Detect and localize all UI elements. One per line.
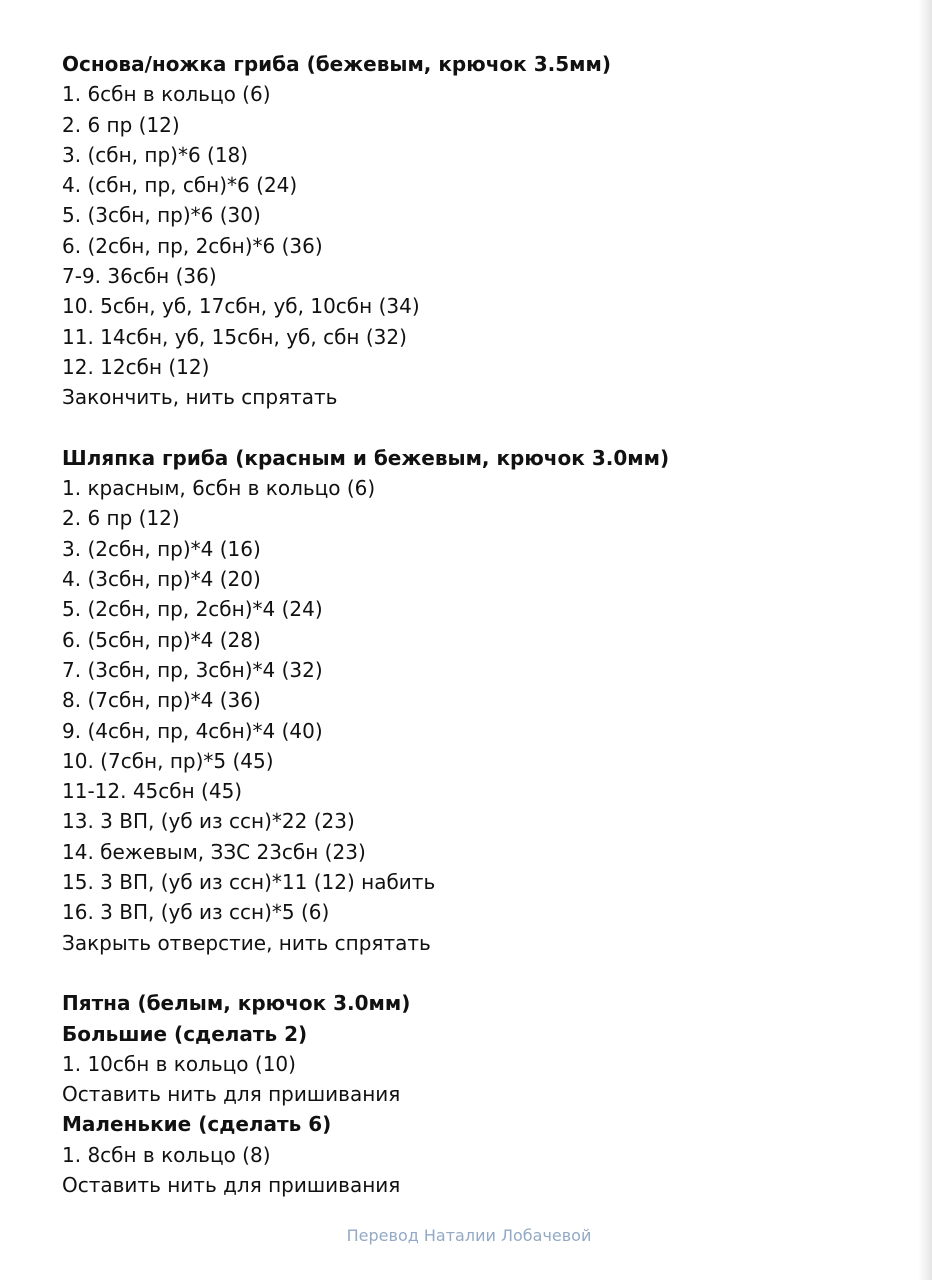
pattern-row: 7-9. 36сбн (36) xyxy=(62,264,217,289)
pattern-row: 3. (сбн, пр)*6 (18) xyxy=(62,142,249,167)
pattern-row: 10. (7сбн, пр)*5 (45) xyxy=(62,748,274,773)
pattern-row: Оставить нить для пришивания xyxy=(62,1082,401,1107)
pattern-text xyxy=(62,49,912,1200)
pattern-row: 5. (2сбн, пр, 2сбн)*4 (24) xyxy=(62,597,323,622)
pattern-row: 11-12. 45сбн (45) xyxy=(62,779,243,804)
pattern-row: 14. бежевым, ЗЗС 23сбн (23) xyxy=(62,839,366,864)
page-edge-shadow xyxy=(918,0,932,1280)
pattern-row: 1. 6сбн в кольцо (6) xyxy=(62,82,271,107)
pattern-row: 15. 3 ВП, (уб из ссн)*11 (12) набить xyxy=(62,870,436,895)
pattern-row: 11. 14сбн, уб, 15сбн, уб, сбн (32) xyxy=(62,324,407,349)
section-spacer xyxy=(62,958,912,988)
pattern-row: 6. (2сбн, пр, 2сбн)*6 (36) xyxy=(62,233,323,258)
pattern-row: 9. (4сбн, пр, 4сбн)*4 (40) xyxy=(62,718,323,743)
pattern-row: 10. 5сбн, уб, 17сбн, уб, 10сбн (34) xyxy=(62,294,420,319)
pattern-row: 5. (3сбн, пр)*6 (30) xyxy=(62,203,261,228)
pattern-row: 7. (3сбн, пр, 3сбн)*4 (32) xyxy=(62,657,323,682)
pattern-row: 12. 12сбн (12) xyxy=(62,354,210,379)
pattern-row: 6. (5сбн, пр)*4 (28) xyxy=(62,627,261,652)
pattern-row: Оставить нить для пришивания xyxy=(62,1172,401,1197)
pattern-row: Закончить, нить спрятать xyxy=(62,385,338,410)
section-spacer xyxy=(62,413,912,443)
subheading-big-spots: Большие (сделать 2) xyxy=(62,1021,308,1046)
pattern-row: 13. 3 ВП, (уб из ссн)*22 (23) xyxy=(62,809,355,834)
pattern-row: 1. 8сбн в кольцо (8) xyxy=(62,1142,271,1167)
pattern-row: 3. (2сбн, пр)*4 (16) xyxy=(62,536,261,561)
pattern-row: Закрыть отверстие, нить спрятать xyxy=(62,930,431,955)
pattern-row: 4. (сбн, пр, сбн)*6 (24) xyxy=(62,173,298,198)
translator-credit: Перевод Наталии Лобачевой xyxy=(346,1226,592,1245)
pattern-row: 2. 6 пр (12) xyxy=(62,506,180,531)
pattern-row: 1. 10сбн в кольцо (10) xyxy=(62,1051,296,1076)
pattern-row: 4. (3сбн, пр)*4 (20) xyxy=(62,567,261,592)
pattern-row: 16. 3 ВП, (уб из ссн)*5 (6) xyxy=(62,900,330,925)
section-heading-cap: Шляпка гриба (красным и бежевым, крючок 3.0мм) xyxy=(62,445,670,470)
section-heading-stem: Основа/ножка гриба (бежевым, крючок 3.5мм) xyxy=(62,52,611,76)
pattern-row: 8. (7сбн, пр)*4 (36) xyxy=(62,688,261,713)
pattern-row: 2. 6 пр (12) xyxy=(62,112,180,137)
pattern-row: 1. красным, 6сбн в кольцо (6) xyxy=(62,476,376,501)
section-heading-spots: Пятна (белым, крючок 3.0мм) xyxy=(62,991,411,1016)
subheading-small-spots: Маленькие (сделать 6) xyxy=(62,1112,332,1137)
